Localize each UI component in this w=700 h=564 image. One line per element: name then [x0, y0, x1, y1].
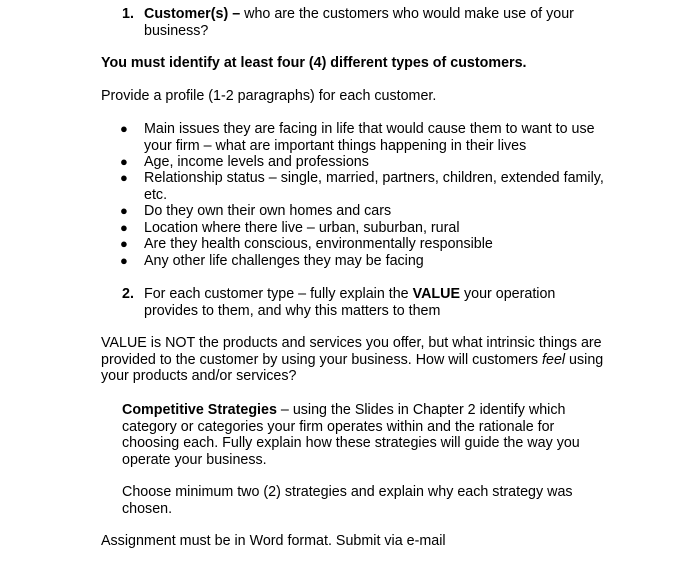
value-paragraph-after: using your products and/or services?: [101, 351, 604, 384]
choose-strategies-text: Choose minimum two (2) strategies and explain why each strategy was chosen.: [122, 484, 573, 517]
item-2-text-before: For each customer type – fully explain the: [144, 286, 413, 302]
bullet-icon: ●: [120, 236, 128, 251]
value-paragraph: [101, 335, 621, 385]
bullet-item: Are they health conscious, environmentally responsible: [144, 236, 493, 252]
bullet-item: Age, income levels and professions: [144, 154, 369, 170]
item-1-dash: –: [228, 6, 245, 22]
bullet-item: Main issues they are facing in life that would cause them to want to use your firm – what are important things happening in their lives: [144, 121, 595, 154]
profile-instruction: Provide a profile (1-2 paragraphs) for each customer.: [101, 88, 437, 104]
bullet-icon: ●: [120, 170, 128, 185]
requirement-text: You must identify at least four (4) different types of customers.: [101, 55, 527, 71]
item-2-value-word: VALUE: [412, 286, 461, 302]
bullet-icon: ●: [120, 154, 128, 169]
bullet-icon: ●: [120, 253, 128, 268]
item-2-text: [144, 286, 569, 319]
bullet-item: Do they own their own homes and cars: [144, 203, 392, 219]
bullet-item: Relationship status – single, married, partners, children, extended family, etc.: [144, 170, 604, 203]
bullet-icon: ●: [120, 220, 128, 235]
bullet-icon: ●: [120, 203, 128, 218]
assignment-note: Assignment must be in Word format. Submit via e-mail: [101, 533, 446, 549]
value-paragraph-italic: feel: [542, 351, 566, 368]
item-1-number: 1.: [122, 6, 134, 22]
item-1-description: who are the customers who would make use of your business?: [144, 6, 574, 39]
competitive-strategies-title: Competitive Strategies: [122, 402, 277, 418]
competitive-strategies-paragraph: [122, 402, 582, 468]
item-2-text-after: your operation provides to them, and why this matters to them: [144, 286, 556, 319]
item-1-text: [144, 6, 594, 39]
bullet-item: Location where there live – urban, suburban, rural: [144, 220, 460, 236]
item-1-title: Customer(s): [144, 6, 229, 22]
competitive-strategies-text: – using the Slides in Chapter 2 identify which category or categories your firm operates within and the rationale for choosing each. Fully explain how these strategies will guide the way you operate your business.: [122, 402, 580, 468]
bullet-item: Any other life challenges they may be facing: [144, 253, 424, 269]
value-paragraph-before: VALUE is NOT the products and services you offer, but what intrinsic things are provided to the customer by using your business. How will customers: [101, 335, 602, 368]
bullet-icon: ●: [120, 121, 128, 136]
item-2-number: 2.: [122, 286, 134, 302]
